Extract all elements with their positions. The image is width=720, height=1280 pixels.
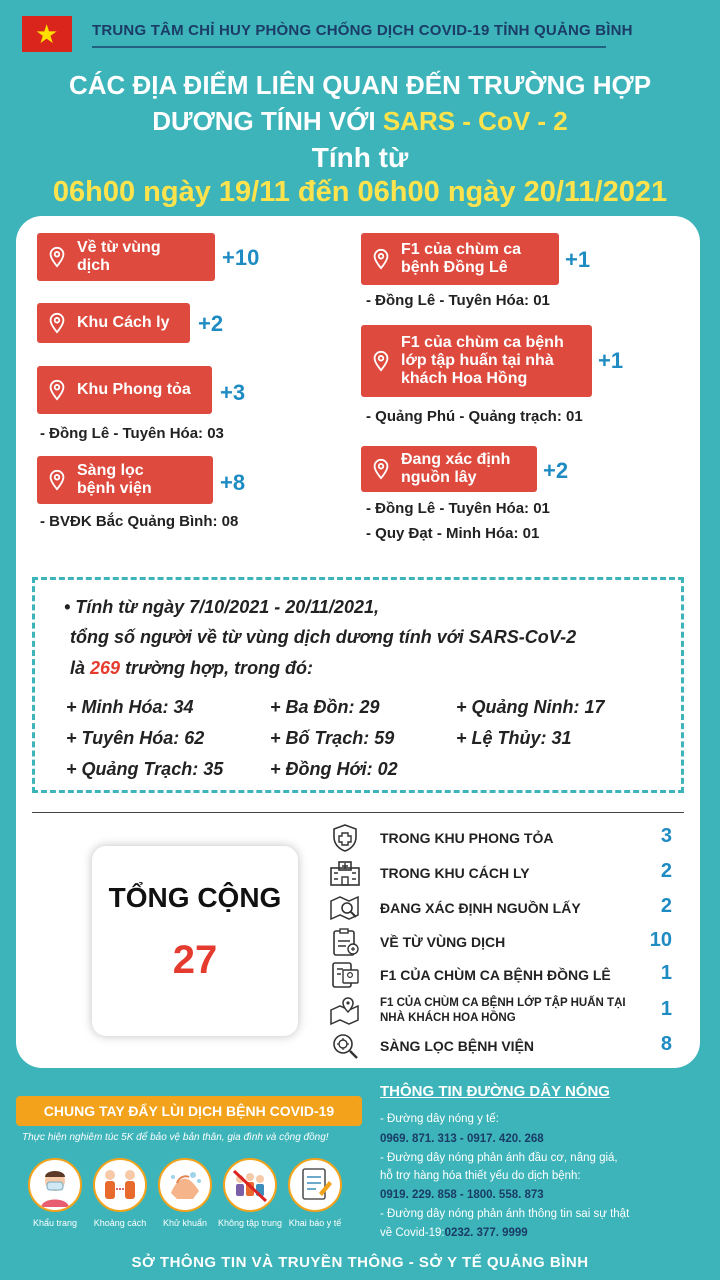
category-label: Về từ vùng dịch [77,239,161,274]
stat-label: SÀNG LỌC BỆNH VIỆN [380,1038,535,1054]
category-detail: - Quảng Phú - Quảng trạch: 01 [366,408,583,425]
category-detail: - Đồng Lê - Tuyên Hóa: 01 [366,292,550,309]
campaign-subtitle: Thực hiện nghiêm túc 5K để bảo vệ bản thân, gia đình và cộng đồng! [22,1132,329,1143]
stat-row-vung-dich [322,925,686,959]
stat-label: TRONG KHU PHONG TỎA [380,830,554,846]
virus-search-icon [328,1031,362,1061]
stat-label: F1 CỦA CHÙM CA BỆNH ĐỒNG LÊ [380,967,611,983]
location-pin-icon [370,458,392,480]
category-label: Đang xác định nguồn lây [401,451,511,486]
category-tag-khu-cach-ly [37,303,190,343]
stat-value: 10 [649,929,672,951]
location-pin-icon [46,312,68,334]
title-line-2 [0,106,720,137]
category-label: Khu Cách ly [77,314,170,331]
category-count: +1 [598,348,624,373]
campaign-item-label: Khẩu trang [32,1218,78,1228]
organization-name: TRUNG TÂM CHỈ HUY PHÒNG CHỐNG DỊCH COVID-19 TỈNH QUẢNG BÌNH [92,22,633,39]
hospital-icon [328,858,362,888]
footer: SỞ THÔNG TIN VÀ TRUYỀN THÔNG - SỞ Y TẾ QUẢNG BÌNH [131,1254,589,1271]
mask-icon [28,1158,82,1212]
stat-label: VỀ TỪ VÙNG DỊCH [380,934,506,950]
district-item: + Quảng Trạch: 35 [66,759,224,779]
district-item: + Bố Trạch: 59 [270,728,395,748]
stat-row-f1-hoa-hong [322,994,686,1028]
health-declaration-icon [288,1158,342,1212]
hotline-line: hỗ trợ hàng hóa thiết yếu do dịch bệnh: [380,1170,581,1182]
district-item: + Ba Đồn: 29 [270,697,380,717]
category-count: +2 [543,458,569,483]
location-pin-icon [46,469,68,491]
category-label: F1 của chùm ca bệnh lớp tập huấn tại nhà khách Hoa Hồng [401,334,564,387]
map-search-icon [328,893,362,923]
category-tag-f1-hoa-hong [361,325,592,397]
hotline-covid-label: về Covid-19: [380,1227,445,1239]
section-divider [32,812,684,813]
district-item: + Lệ Thủy: 31 [456,728,572,748]
stat-value: 3 [660,825,672,847]
id-card-icon [328,960,362,990]
category-detail-2: - Quy Đạt - Minh Hóa: 01 [366,525,540,542]
hotline-number: 0232. 377. 9999 [444,1227,528,1239]
summary-line-3-a: là [70,658,91,678]
total-label: TỔNG CỘNG [108,882,282,913]
category-count: +1 [565,247,591,272]
no-gathering-icon [223,1158,277,1212]
stat-row-cach-ly [322,856,686,890]
summary-line-2: tổng số người về từ vùng dịch dương tính với SARS-CoV-2 [70,627,577,647]
category-count: +10 [222,245,260,270]
hand-wash-icon [158,1158,212,1212]
hotline-number: 0969. 871. 313 - 0917. 420. 268 [380,1133,544,1145]
summary-total-269: 269 [90,658,121,678]
stat-label: ĐANG XÁC ĐỊNH NGUỒN LẤY [380,900,581,916]
category-tag-ve-tu-vung-dich [37,233,215,281]
stat-value: 2 [660,860,672,882]
title-virus-name: SARS - CoV - 2 [382,106,568,136]
district-item: + Minh Hóa: 34 [66,697,194,717]
category-detail: - Đồng Lê - Tuyên Hóa: 03 [40,425,224,442]
district-item: + Quảng Ninh: 17 [456,697,605,717]
category-label: Khu Phong tỏa [77,381,191,398]
location-pin-icon [370,248,392,270]
stat-row-phong-toa [322,821,686,855]
location-pin-icon [46,246,68,268]
category-tag-khu-phong-toa [37,366,212,414]
stat-row-f1-dong-le [322,958,686,992]
stat-label: F1 CỦA CHÙM CA BỆNH LỚP TẬP HUẤN TẠI NHÀ KHÁCH HOA HỒNG [380,997,626,1024]
title-line-2-text: DƯƠNG TÍNH VỚI [152,106,383,136]
category-detail: - Đồng Lê - Tuyên Hóa: 01 [366,500,550,517]
summary-line-3-b: trường hợp, trong đó: [120,658,314,678]
category-tag-sang-loc-benh-vien [37,456,213,504]
shield-cross-icon [328,823,362,853]
title-line-1: CÁC ĐỊA ĐIỂM LIÊN QUAN ĐẾN TRƯỜNG HỢP [68,70,652,100]
stat-row-xac-dinh [322,891,686,925]
category-tag-dang-xac-dinh [361,446,537,492]
category-count: +8 [220,470,246,495]
campaign-banner: CHUNG TAY ĐẨY LÙI DỊCH BỆNH COVID-19 [16,1096,362,1126]
summary-line-3 [70,658,313,679]
campaign-item-label: Khử khuẩn [162,1218,208,1228]
hotline-line-covid [380,1227,528,1239]
clipboard-icon [328,927,362,957]
title-line-3: Tính từ [311,142,409,173]
district-item: + Tuyên Hóa: 62 [66,728,205,748]
hotline-number: 0919. 229. 858 - 1800. 558. 873 [380,1189,544,1201]
vietnam-flag-icon: ★ [22,16,72,52]
date-range: 06h00 ngày 19/11 đến 06h00 ngày 20/11/2021 [52,176,668,208]
category-count: +2 [198,311,224,336]
location-pin-icon [370,350,392,372]
category-count: +3 [220,380,246,405]
category-detail: - BVĐK Bắc Quảng Bình: 08 [40,513,239,530]
distance-icon [93,1158,147,1212]
category-label: F1 của chùm ca bệnh Đồng Lê [401,241,522,276]
hotline-line: - Đường dây nóng phản ánh thông tin sai sự thật [380,1208,630,1220]
stat-label: TRONG KHU CÁCH LY [380,865,530,881]
district-item: + Đồng Hới: 02 [270,759,398,779]
total-value: 27 [172,938,218,982]
summary-line-1: • Tính từ ngày 7/10/2021 - 20/11/2021, [64,597,379,617]
campaign-item-label: Không tập trung [217,1218,283,1228]
stat-value: 1 [660,998,672,1020]
stat-row-sang-loc [322,1029,686,1063]
map-pin-icon [328,996,362,1026]
header-divider [92,46,606,48]
campaign-item-label: Khai báo y tế [288,1218,342,1228]
category-tag-f1-dong-le [361,233,559,285]
stat-value: 1 [660,962,672,984]
hotline-line: - Đường dây nóng phản ánh đầu cơ, nâng giá, [380,1152,618,1164]
stat-value: 2 [660,895,672,917]
stat-value: 8 [660,1033,672,1055]
location-pin-icon [46,379,68,401]
total-box [92,846,298,1036]
campaign-item-label: Khoảng cách [93,1218,147,1228]
category-label: Sàng lọc bệnh viện [77,462,152,497]
hotline-title: THÔNG TIN ĐƯỜNG DÂY NÓNG [380,1083,610,1100]
hotline-line: - Đường dây nóng y tế: [380,1113,499,1125]
